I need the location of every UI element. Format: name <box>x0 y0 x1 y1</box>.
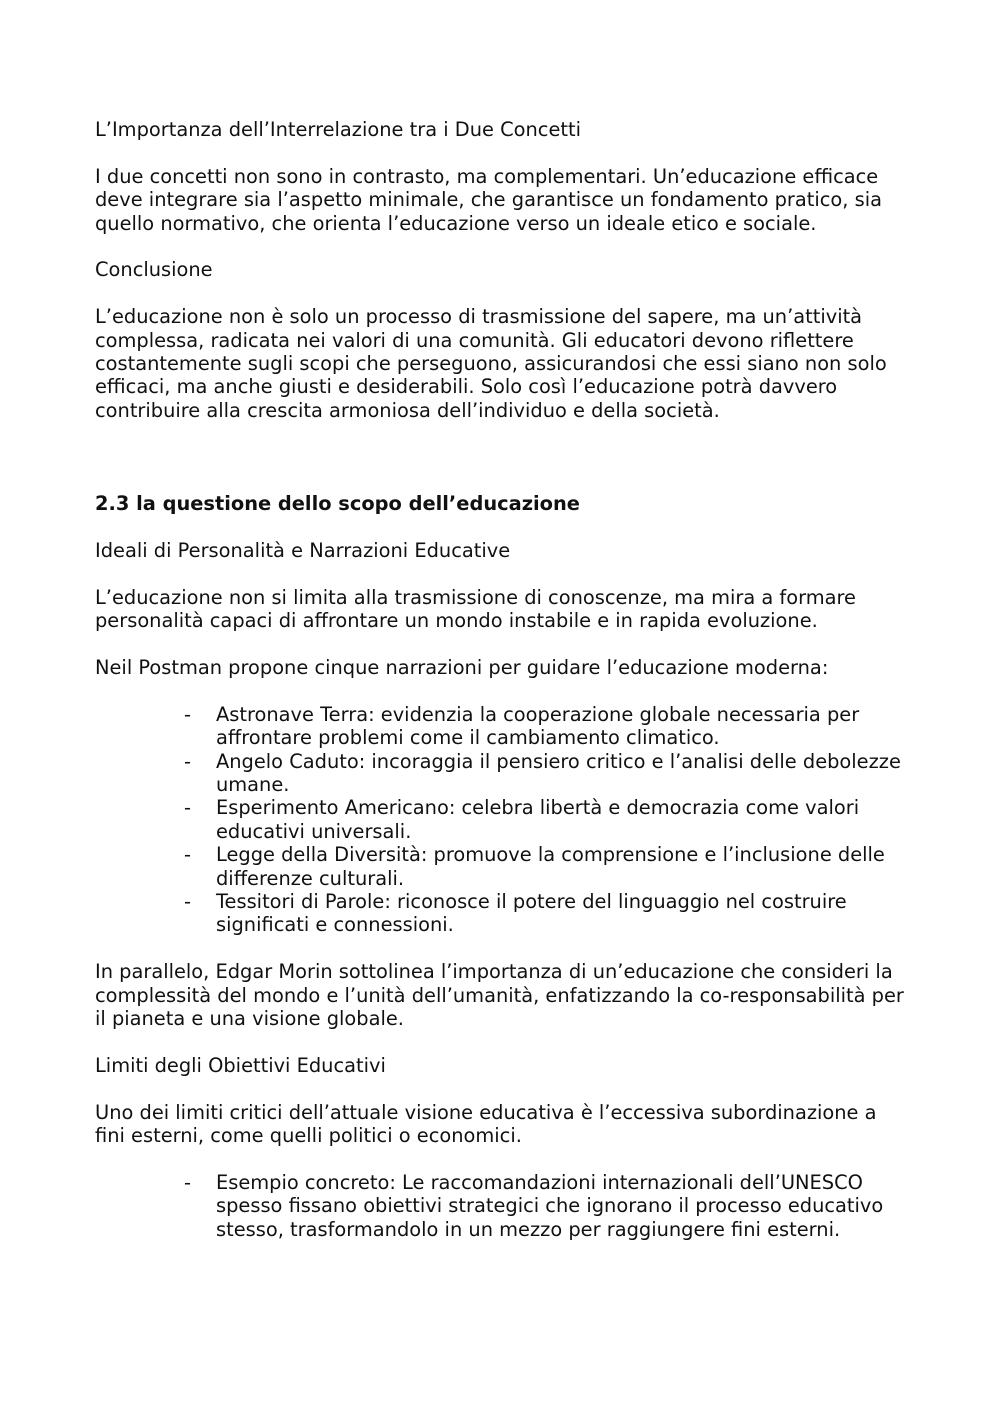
list-item-text: Angelo Caduto: incoraggia il pensiero critico e l’analisi delle debolezze umane. <box>216 749 901 797</box>
paragraph-limits: Uno dei limiti critici dell’attuale visione educativa è l’eccessiva subordinazione a fini esterni, come quelli politici o economici. <box>95 1100 877 1148</box>
bullet-dash: - <box>184 890 191 914</box>
list-item <box>95 890 907 937</box>
paragraph-conclusion: L’educazione non è solo un processo di trasmissione del sapere, ma un’attività complessa, radicata nei valori di una comunità. Gli educatori devono riflettere costantemente sugli scopi che perseguono, assicurandosi che essi siano non solo efficaci, ma anche giusti e desiderabili. Solo così l’educazione potrà davvero contribuire alla crescita armoniosa dell’individuo e della società. <box>95 305 887 422</box>
examples-list <box>95 1171 907 1241</box>
paragraph-postman-intro: Neil Postman propone cinque narrazioni per guidare l’educazione moderna: <box>95 656 829 680</box>
list-item-text: Esempio concreto: Le raccomandazioni internazionali dell’UNESCO spesso fissano obiettivi strategici che ignorano il processo educativo stesso, trasformandolo in un mezzo per raggiungere fini esterni. <box>216 1170 884 1241</box>
bullet-dash: - <box>184 796 191 820</box>
list-item-text: Tessitori di Parole: riconosce il potere del linguaggio nel costruire significati e connessioni. <box>216 890 847 937</box>
section-title-interrelation: L’Importanza dell’Interrelazione tra i Due Concetti <box>95 118 581 141</box>
paragraph-morin: In parallelo, Edgar Morin sottolinea l’importanza di un’educazione che consideri la complessità del mondo e l’unità dell’umanità, enfatizzando la co-responsabilità per il pianeta e una visione globale. <box>95 960 904 1031</box>
list-item-text: Esperimento Americano: celebra libertà e democrazia come valori educativi universali. <box>216 796 860 843</box>
paragraph-interrelation: I due concetti non sono in contrasto, ma complementari. Un’educazione efficace deve integrare sia l’aspetto minimale, che garantisce un fondamento pratico, sia quello normativo, che orienta l’educazione verso un ideale etico e sociale. <box>95 164 882 235</box>
document-body <box>95 118 907 1265</box>
bullet-dash: - <box>184 843 191 867</box>
list-item-text: Legge della Diversità: promuove la comprensione e l’inclusione delle differenze culturali. <box>216 843 885 890</box>
section-title-conclusion: Conclusione <box>95 258 213 282</box>
narratives-list <box>95 703 907 937</box>
list-item <box>95 843 907 890</box>
list-item-text: Astronave Terra: evidenzia la cooperazione globale necessaria per affrontare problemi come il cambiamento climatico. <box>216 702 860 750</box>
list-item <box>95 750 907 797</box>
bullet-dash: - <box>184 1170 191 1194</box>
list-item <box>95 796 907 843</box>
section-title-limits: Limiti degli Obiettivi Educativi <box>95 1053 386 1077</box>
paragraph-ideals: L’educazione non si limita alla trasmissione di conoscenze, ma mira a formare personalità capaci di affrontare un mondo instabile e in rapida evoluzione. <box>95 585 856 633</box>
list-item <box>95 703 907 750</box>
bullet-dash: - <box>184 749 191 773</box>
bullet-dash: - <box>184 702 191 726</box>
section-title-ideals: Ideali di Personalità e Narrazioni Educative <box>95 539 511 563</box>
list-item <box>95 1171 907 1241</box>
heading-2-3: 2.3 la questione dello scopo dell’educazione <box>95 492 580 516</box>
